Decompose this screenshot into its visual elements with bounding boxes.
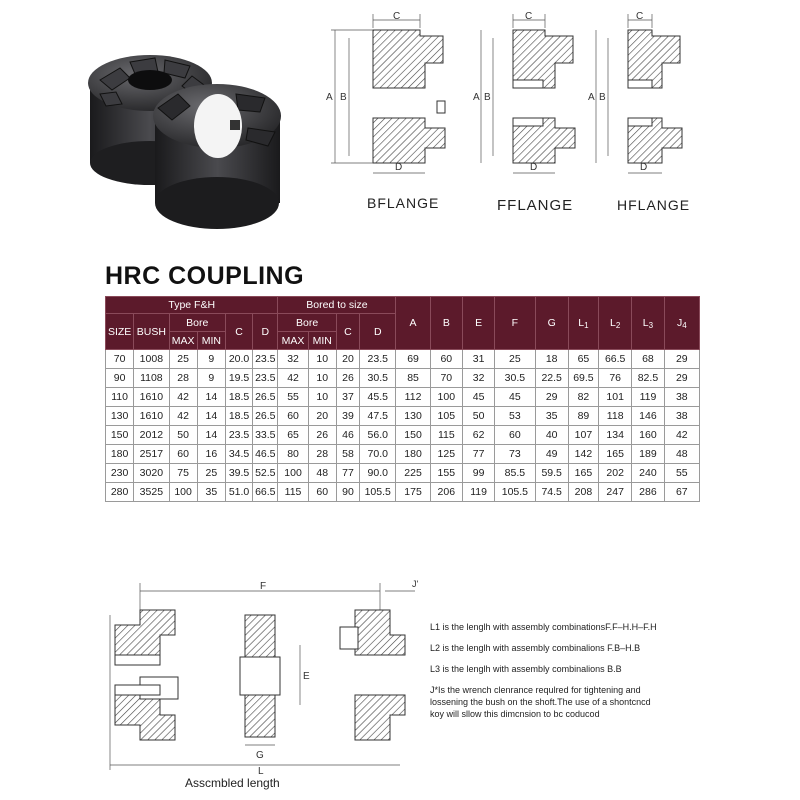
table-cell: 35	[197, 483, 225, 502]
table-cell: 14	[197, 407, 225, 426]
table-cell: 107	[568, 426, 598, 445]
dim-a-label: A	[588, 92, 595, 103]
table-cell: 100	[430, 388, 462, 407]
table-cell: 60	[278, 407, 308, 426]
dim-c-label: C	[636, 11, 644, 22]
table-cell: 29	[535, 388, 568, 407]
th-max: MAX	[169, 332, 197, 350]
table-cell: 66.5	[253, 483, 278, 502]
table-cell: 16	[197, 445, 225, 464]
th-f: F	[495, 297, 535, 350]
table-cell: 32	[278, 350, 308, 369]
assembly-drawing	[100, 575, 420, 775]
table-cell: 119	[462, 483, 494, 502]
table-cell: 58	[336, 445, 359, 464]
dim-b-label: B	[599, 92, 606, 103]
table-cell: 60	[495, 426, 535, 445]
table-cell: 18.5	[225, 388, 252, 407]
table-cell: 100	[278, 464, 308, 483]
th-d-2: D	[360, 314, 396, 350]
table-cell: 45.5	[360, 388, 396, 407]
table-cell: 74.5	[535, 483, 568, 502]
table-cell: 206	[430, 483, 462, 502]
table-row	[106, 426, 700, 445]
table-cell: 202	[599, 464, 632, 483]
table-cell: 130	[396, 407, 430, 426]
table-cell: 89	[568, 407, 598, 426]
dim-c-label: C	[393, 11, 401, 22]
dim-f-label: F	[260, 581, 267, 592]
table-cell: 51.0	[225, 483, 252, 502]
dim-d-label: D	[395, 162, 403, 173]
table-cell: 70	[430, 369, 462, 388]
table-cell: 1610	[134, 388, 169, 407]
dim-d-label: D	[640, 162, 648, 173]
table-cell: 46.5	[253, 445, 278, 464]
th-e: E	[462, 297, 494, 350]
table-cell: 82.5	[632, 369, 664, 388]
table-cell: 26	[308, 426, 336, 445]
table-cell: 1008	[134, 350, 169, 369]
note-j-line1: J*Is the wrench clenrance requlred for tightening and	[430, 685, 641, 695]
bflange-drawing	[325, 8, 475, 188]
note-j-line3: koy will sllow this dimcnsion to bc coducod	[430, 709, 600, 719]
table-cell: 85.5	[495, 464, 535, 483]
table-cell: 60	[308, 483, 336, 502]
table-cell: 20.0	[225, 350, 252, 369]
table-cell: 49	[535, 445, 568, 464]
table-cell: 247	[599, 483, 632, 502]
table-row	[106, 369, 700, 388]
table-cell: 39	[336, 407, 359, 426]
table-cell: 77	[336, 464, 359, 483]
table-row	[106, 350, 700, 369]
th-bored-to-size: Bored to size	[278, 297, 396, 314]
table-cell: 48	[664, 445, 699, 464]
table-cell: 115	[430, 426, 462, 445]
table-cell: 90	[336, 483, 359, 502]
table-cell: 9	[197, 350, 225, 369]
th-c-2: C	[336, 314, 359, 350]
table-cell: 99	[462, 464, 494, 483]
table-cell: 65	[278, 426, 308, 445]
table-cell: 75	[169, 464, 197, 483]
spec-table	[105, 296, 700, 502]
table-cell: 38	[664, 407, 699, 426]
dim-a-label: A	[326, 92, 333, 103]
table-cell: 100	[169, 483, 197, 502]
table-cell: 35	[535, 407, 568, 426]
th-l1: L1	[568, 297, 598, 350]
table-row	[106, 407, 700, 426]
table-cell: 65	[568, 350, 598, 369]
th-g: G	[535, 297, 568, 350]
table-cell: 39.5	[225, 464, 252, 483]
table-cell: 90	[106, 369, 134, 388]
table-cell: 85	[396, 369, 430, 388]
table-cell: 30.5	[495, 369, 535, 388]
table-cell: 29	[664, 369, 699, 388]
table-cell: 119	[632, 388, 664, 407]
fflange-drawing	[475, 8, 595, 188]
table-cell: 23.5	[253, 350, 278, 369]
th-c: C	[225, 314, 252, 350]
th-max-2: MAX	[278, 332, 308, 350]
table-cell: 125	[430, 445, 462, 464]
table-cell: 175	[396, 483, 430, 502]
table-cell: 230	[106, 464, 134, 483]
table-cell: 20	[308, 407, 336, 426]
table-cell: 105.5	[495, 483, 535, 502]
spec-table-body	[106, 350, 700, 502]
table-cell: 50	[169, 426, 197, 445]
table-cell: 76	[599, 369, 632, 388]
table-cell: 1108	[134, 369, 169, 388]
table-cell: 25	[169, 350, 197, 369]
table-cell: 48	[308, 464, 336, 483]
table-cell: 40	[535, 426, 568, 445]
table-cell: 180	[396, 445, 430, 464]
table-cell: 47.5	[360, 407, 396, 426]
table-cell: 56.0	[360, 426, 396, 445]
table-cell: 55	[664, 464, 699, 483]
table-cell: 37	[336, 388, 359, 407]
table-cell: 18	[535, 350, 568, 369]
table-cell: 146	[632, 407, 664, 426]
table-cell: 70.0	[360, 445, 396, 464]
th-b: B	[430, 297, 462, 350]
dim-c-label: C	[525, 11, 533, 22]
table-cell: 3525	[134, 483, 169, 502]
table-cell: 38	[664, 388, 699, 407]
table-cell: 150	[106, 426, 134, 445]
table-cell: 155	[430, 464, 462, 483]
th-size: SIZE	[106, 314, 134, 350]
table-cell: 23.5	[253, 369, 278, 388]
th-a: A	[396, 297, 430, 350]
table-cell: 19.5	[225, 369, 252, 388]
table-row	[106, 483, 700, 502]
table-cell: 25	[197, 464, 225, 483]
table-cell: 68	[632, 350, 664, 369]
table-cell: 59.5	[535, 464, 568, 483]
table-cell: 26.5	[253, 407, 278, 426]
table-cell: 53	[495, 407, 535, 426]
th-d: D	[253, 314, 278, 350]
table-cell: 55	[278, 388, 308, 407]
dim-g-label: G	[256, 750, 264, 761]
table-cell: 110	[106, 388, 134, 407]
fflange-label: FFLANGE	[497, 197, 574, 214]
th-type-fh: Type F&H	[106, 297, 278, 314]
table-cell: 160	[632, 426, 664, 445]
table-cell: 14	[197, 388, 225, 407]
table-cell: 66.5	[599, 350, 632, 369]
table-cell: 130	[106, 407, 134, 426]
th-bush: BUSH	[134, 314, 169, 350]
note-l2: L2 is the lenglh with assembly combinalions F.B–H.B	[430, 643, 641, 653]
table-cell: 50	[462, 407, 494, 426]
table-cell: 10	[308, 350, 336, 369]
table-cell: 28	[169, 369, 197, 388]
table-cell: 42	[169, 407, 197, 426]
table-cell: 60	[430, 350, 462, 369]
table-cell: 45	[462, 388, 494, 407]
bflange-label: BFLANGE	[367, 195, 440, 211]
dim-d-label: D	[530, 162, 538, 173]
table-cell: 1610	[134, 407, 169, 426]
table-cell: 3020	[134, 464, 169, 483]
table-cell: 105	[430, 407, 462, 426]
table-cell: 225	[396, 464, 430, 483]
table-cell: 118	[599, 407, 632, 426]
hflange-label: HFLANGE	[617, 197, 691, 213]
table-cell: 18.5	[225, 407, 252, 426]
table-cell: 42	[664, 426, 699, 445]
table-cell: 23.5	[360, 350, 396, 369]
table-cell: 62	[462, 426, 494, 445]
th-l2: L2	[599, 297, 632, 350]
table-cell: 31	[462, 350, 494, 369]
th-bore-2: Bore	[278, 314, 336, 332]
table-cell: 73	[495, 445, 535, 464]
table-cell: 150	[396, 426, 430, 445]
table-cell: 33.5	[253, 426, 278, 445]
table-cell: 30.5	[360, 369, 396, 388]
table-cell: 25	[495, 350, 535, 369]
table-cell: 9	[197, 369, 225, 388]
table-cell: 23.5	[225, 426, 252, 445]
dim-b-label: B	[340, 92, 347, 103]
table-cell: 142	[568, 445, 598, 464]
dim-a-label: A	[473, 92, 480, 103]
table-cell: 180	[106, 445, 134, 464]
table-cell: 34.5	[225, 445, 252, 464]
table-cell: 10	[308, 369, 336, 388]
table-cell: 42	[169, 388, 197, 407]
dim-b-label: B	[484, 92, 491, 103]
dim-l-label: L	[258, 766, 264, 777]
th-l3: L3	[632, 297, 664, 350]
th-j4: J4	[664, 297, 699, 350]
table-cell: 105.5	[360, 483, 396, 502]
table-row	[106, 388, 700, 407]
table-cell: 280	[106, 483, 134, 502]
assembly-caption: Asscmbled length	[185, 776, 280, 790]
table-cell: 14	[197, 426, 225, 445]
table-cell: 20	[336, 350, 359, 369]
table-row	[106, 445, 700, 464]
table-cell: 29	[664, 350, 699, 369]
table-cell: 26.5	[253, 388, 278, 407]
table-cell: 67	[664, 483, 699, 502]
table-cell: 112	[396, 388, 430, 407]
dim-e-label: E	[303, 671, 310, 682]
table-cell: 2012	[134, 426, 169, 445]
th-min: MIN	[197, 332, 225, 350]
table-cell: 70	[106, 350, 134, 369]
table-cell: 115	[278, 483, 308, 502]
note-j-line2: lossening the bush on the shoft.The use of a shontcncd	[430, 697, 651, 707]
table-cell: 189	[632, 445, 664, 464]
table-cell: 45	[495, 388, 535, 407]
table-cell: 32	[462, 369, 494, 388]
table-cell: 77	[462, 445, 494, 464]
table-row	[106, 464, 700, 483]
table-cell: 28	[308, 445, 336, 464]
table-cell: 165	[568, 464, 598, 483]
table-cell: 165	[599, 445, 632, 464]
coupling-photo	[60, 28, 300, 238]
table-cell: 42	[278, 369, 308, 388]
table-cell: 26	[336, 369, 359, 388]
table-cell: 2517	[134, 445, 169, 464]
table-cell: 208	[568, 483, 598, 502]
th-bore: Bore	[169, 314, 225, 332]
table-cell: 69	[396, 350, 430, 369]
table-cell: 52.5	[253, 464, 278, 483]
page-title: HRC COUPLING	[105, 262, 305, 290]
hflange-drawing	[590, 8, 700, 188]
table-cell: 80	[278, 445, 308, 464]
table-cell: 101	[599, 388, 632, 407]
table-cell: 46	[336, 426, 359, 445]
table-cell: 10	[308, 388, 336, 407]
table-cell: 286	[632, 483, 664, 502]
table-cell: 134	[599, 426, 632, 445]
table-cell: 22.5	[535, 369, 568, 388]
th-min-2: MIN	[308, 332, 336, 350]
table-cell: 90.0	[360, 464, 396, 483]
note-l3: L3 is the lenglh with assembly combinalions B.B	[430, 664, 622, 674]
table-cell: 60	[169, 445, 197, 464]
table-cell: 82	[568, 388, 598, 407]
table-cell: 69.5	[568, 369, 598, 388]
dim-j-label: J'	[412, 579, 419, 589]
note-l1: L1 is the lenglh with assembly combinationsF.F–H.H–F.H	[430, 622, 657, 632]
table-cell: 240	[632, 464, 664, 483]
